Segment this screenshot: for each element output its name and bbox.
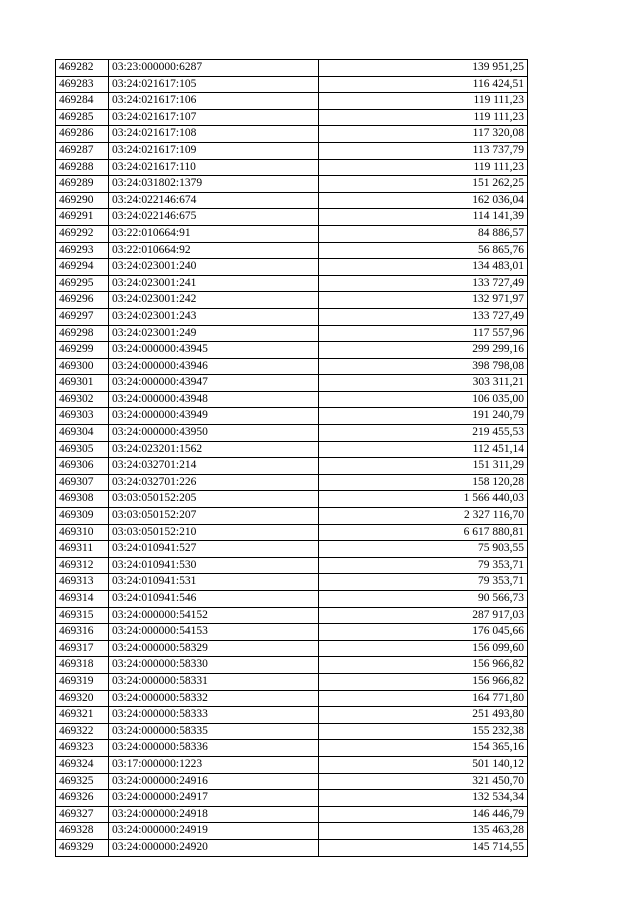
table-row (56, 756, 528, 773)
cadastral-value-cell: 139 951,25 (319, 60, 528, 77)
cadastral-value-cell: 191 240,79 (319, 408, 528, 425)
row-number-cell: 469313 (56, 574, 109, 591)
table-row (56, 209, 528, 226)
table-row (56, 657, 528, 674)
cadastral-number-cell: 03:24:000000:43946 (109, 358, 319, 375)
row-number-cell: 469298 (56, 325, 109, 342)
table-row (56, 740, 528, 757)
row-number-cell: 469285 (56, 109, 109, 126)
row-number-cell: 469317 (56, 640, 109, 657)
cadastral-number-cell: 03:24:023001:242 (109, 292, 319, 309)
table-row (56, 508, 528, 525)
table-row (56, 458, 528, 475)
table-row (56, 640, 528, 657)
cadastral-value-cell: 84 886,57 (319, 225, 528, 242)
cadastral-number-cell: 03:17:000000:1223 (109, 756, 319, 773)
cadastral-value-cell: 145 714,55 (319, 839, 528, 856)
table-row (56, 60, 528, 77)
cadastral-number-cell: 03:24:021617:110 (109, 159, 319, 176)
cadastral-number-cell: 03:24:010941:531 (109, 574, 319, 591)
table-row (56, 159, 528, 176)
cadastral-number-cell: 03:24:021617:109 (109, 142, 319, 159)
row-number-cell: 469305 (56, 441, 109, 458)
cadastral-value-cell: 75 903,55 (319, 541, 528, 558)
table-row (56, 673, 528, 690)
row-number-cell: 469307 (56, 474, 109, 491)
row-number-cell: 469283 (56, 76, 109, 93)
cadastral-value-cell: 119 111,23 (319, 159, 528, 176)
row-number-cell: 469284 (56, 93, 109, 110)
cadastral-value-cell: 79 353,71 (319, 574, 528, 591)
table-row (56, 192, 528, 209)
cadastral-number-cell: 03:24:021617:106 (109, 93, 319, 110)
table-body (56, 60, 528, 857)
row-number-cell: 469300 (56, 358, 109, 375)
table-row (56, 790, 528, 807)
row-number-cell: 469325 (56, 773, 109, 790)
table-row (56, 109, 528, 126)
cadastral-value-cell: 321 450,70 (319, 773, 528, 790)
row-number-cell: 469321 (56, 707, 109, 724)
row-number-cell: 469315 (56, 607, 109, 624)
row-number-cell: 469286 (56, 126, 109, 143)
cadastral-value-table (55, 59, 528, 857)
row-number-cell: 469324 (56, 756, 109, 773)
table-row (56, 474, 528, 491)
cadastral-value-cell: 116 424,51 (319, 76, 528, 93)
cadastral-value-cell: 132 534,34 (319, 790, 528, 807)
cadastral-number-cell: 03:24:000000:58332 (109, 690, 319, 707)
row-number-cell: 469306 (56, 458, 109, 475)
table-row (56, 259, 528, 276)
cadastral-value-cell: 135 463,28 (319, 823, 528, 840)
cadastral-number-cell: 03:24:023001:241 (109, 275, 319, 292)
cadastral-value-cell: 151 311,29 (319, 458, 528, 475)
cadastral-value-cell: 1 566 440,03 (319, 491, 528, 508)
row-number-cell: 469288 (56, 159, 109, 176)
cadastral-number-cell: 03:24:000000:54153 (109, 624, 319, 641)
cadastral-value-cell: 156 966,82 (319, 673, 528, 690)
table-row (56, 358, 528, 375)
cadastral-value-cell: 303 311,21 (319, 375, 528, 392)
row-number-cell: 469316 (56, 624, 109, 641)
table-row (56, 425, 528, 442)
cadastral-value-cell: 132 971,97 (319, 292, 528, 309)
cadastral-number-cell: 03:24:022146:675 (109, 209, 319, 226)
cadastral-value-cell: 114 141,39 (319, 209, 528, 226)
cadastral-number-cell: 03:24:000000:24916 (109, 773, 319, 790)
row-number-cell: 469311 (56, 541, 109, 558)
cadastral-value-cell: 134 483,01 (319, 259, 528, 276)
cadastral-value-cell: 251 493,80 (319, 707, 528, 724)
table-row (56, 126, 528, 143)
cadastral-value-cell: 156 966,82 (319, 657, 528, 674)
cadastral-value-cell: 106 035,00 (319, 391, 528, 408)
row-number-cell: 469292 (56, 225, 109, 242)
cadastral-number-cell: 03:24:021617:107 (109, 109, 319, 126)
table-row (56, 441, 528, 458)
cadastral-number-cell: 03:24:000000:43949 (109, 408, 319, 425)
cadastral-value-cell: 112 451,14 (319, 441, 528, 458)
row-number-cell: 469295 (56, 275, 109, 292)
table-row (56, 308, 528, 325)
row-number-cell: 469308 (56, 491, 109, 508)
table-row (56, 342, 528, 359)
cadastral-number-cell: 03:24:000000:43945 (109, 342, 319, 359)
cadastral-value-cell: 162 036,04 (319, 192, 528, 209)
cadastral-value-cell: 151 262,25 (319, 176, 528, 193)
row-number-cell: 469309 (56, 508, 109, 525)
table-row (56, 93, 528, 110)
row-number-cell: 469294 (56, 259, 109, 276)
row-number-cell: 469329 (56, 839, 109, 856)
table-row (56, 723, 528, 740)
cadastral-value-cell: 164 771,80 (319, 690, 528, 707)
cadastral-number-cell: 03:23:000000:6287 (109, 60, 319, 77)
cadastral-number-cell: 03:24:021617:108 (109, 126, 319, 143)
cadastral-value-cell: 219 455,53 (319, 425, 528, 442)
cadastral-number-cell: 03:03:050152:205 (109, 491, 319, 508)
table-row (56, 839, 528, 856)
table-row (56, 292, 528, 309)
table-row (56, 176, 528, 193)
table-row (56, 806, 528, 823)
cadastral-value-cell: 2 327 116,70 (319, 508, 528, 525)
cadastral-value-cell: 133 727,49 (319, 308, 528, 325)
table-row (56, 624, 528, 641)
cadastral-number-cell: 03:24:023001:249 (109, 325, 319, 342)
cadastral-number-cell: 03:24:023001:240 (109, 259, 319, 276)
cadastral-value-cell: 154 365,16 (319, 740, 528, 757)
table-row (56, 325, 528, 342)
cadastral-value-cell: 113 737,79 (319, 142, 528, 159)
row-number-cell: 469312 (56, 557, 109, 574)
cadastral-number-cell: 03:22:010664:92 (109, 242, 319, 259)
cadastral-number-cell: 03:24:000000:58336 (109, 740, 319, 757)
row-number-cell: 469304 (56, 425, 109, 442)
cadastral-value-cell: 56 865,76 (319, 242, 528, 259)
cadastral-value-cell: 287 917,03 (319, 607, 528, 624)
cadastral-number-cell: 03:24:000000:43948 (109, 391, 319, 408)
row-number-cell: 469301 (56, 375, 109, 392)
cadastral-number-cell: 03:24:000000:58329 (109, 640, 319, 657)
cadastral-value-cell: 146 446,79 (319, 806, 528, 823)
row-number-cell: 469310 (56, 524, 109, 541)
cadastral-value-cell: 117 557,96 (319, 325, 528, 342)
cadastral-number-cell: 03:24:031802:1379 (109, 176, 319, 193)
cadastral-number-cell: 03:24:000000:58335 (109, 723, 319, 740)
row-number-cell: 469299 (56, 342, 109, 359)
cadastral-value-cell: 79 353,71 (319, 557, 528, 574)
cadastral-number-cell: 03:24:010941:546 (109, 591, 319, 608)
table-row (56, 225, 528, 242)
table-row (56, 607, 528, 624)
cadastral-number-cell: 03:24:032701:214 (109, 458, 319, 475)
cadastral-number-cell: 03:24:000000:24920 (109, 839, 319, 856)
cadastral-value-cell: 133 727,49 (319, 275, 528, 292)
table-row (56, 707, 528, 724)
cadastral-value-cell: 6 617 880,81 (319, 524, 528, 541)
row-number-cell: 469320 (56, 690, 109, 707)
table-row (56, 391, 528, 408)
cadastral-number-cell: 03:03:050152:207 (109, 508, 319, 525)
cadastral-number-cell: 03:24:000000:43947 (109, 375, 319, 392)
row-number-cell: 469318 (56, 657, 109, 674)
row-number-cell: 469296 (56, 292, 109, 309)
cadastral-number-cell: 03:22:010664:91 (109, 225, 319, 242)
table-row (56, 574, 528, 591)
cadastral-value-cell: 155 232,38 (319, 723, 528, 740)
row-number-cell: 469303 (56, 408, 109, 425)
table-row (56, 242, 528, 259)
row-number-cell: 469297 (56, 308, 109, 325)
row-number-cell: 469291 (56, 209, 109, 226)
cadastral-value-cell: 398 798,08 (319, 358, 528, 375)
table-row (56, 557, 528, 574)
cadastral-number-cell: 03:24:000000:43950 (109, 425, 319, 442)
table-row (56, 541, 528, 558)
row-number-cell: 469302 (56, 391, 109, 408)
cadastral-value-cell: 117 320,08 (319, 126, 528, 143)
cadastral-number-cell: 03:24:023201:1562 (109, 441, 319, 458)
table-row (56, 76, 528, 93)
row-number-cell: 469282 (56, 60, 109, 77)
row-number-cell: 469326 (56, 790, 109, 807)
cadastral-number-cell: 03:03:050152:210 (109, 524, 319, 541)
cadastral-number-cell: 03:24:000000:58330 (109, 657, 319, 674)
table-row (56, 524, 528, 541)
cadastral-number-cell: 03:24:032701:226 (109, 474, 319, 491)
table-row (56, 408, 528, 425)
table-row (56, 375, 528, 392)
cadastral-value-cell: 90 566,73 (319, 591, 528, 608)
cadastral-number-cell: 03:24:010941:527 (109, 541, 319, 558)
table-row (56, 591, 528, 608)
table-row (56, 823, 528, 840)
cadastral-number-cell: 03:24:000000:58333 (109, 707, 319, 724)
cadastral-value-cell: 176 045,66 (319, 624, 528, 641)
cadastral-value-cell: 119 111,23 (319, 93, 528, 110)
table-row (56, 491, 528, 508)
table-row (56, 690, 528, 707)
row-number-cell: 469319 (56, 673, 109, 690)
table-row (56, 773, 528, 790)
cadastral-number-cell: 03:24:000000:24918 (109, 806, 319, 823)
cadastral-number-cell: 03:24:023001:243 (109, 308, 319, 325)
cadastral-number-cell: 03:24:021617:105 (109, 76, 319, 93)
cadastral-value-cell: 156 099,60 (319, 640, 528, 657)
row-number-cell: 469290 (56, 192, 109, 209)
row-number-cell: 469289 (56, 176, 109, 193)
cadastral-number-cell: 03:24:000000:58331 (109, 673, 319, 690)
cadastral-value-cell: 119 111,23 (319, 109, 528, 126)
cadastral-number-cell: 03:24:000000:24919 (109, 823, 319, 840)
cadastral-value-cell: 299 299,16 (319, 342, 528, 359)
row-number-cell: 469287 (56, 142, 109, 159)
table-row (56, 275, 528, 292)
row-number-cell: 469293 (56, 242, 109, 259)
cadastral-number-cell: 03:24:000000:54152 (109, 607, 319, 624)
row-number-cell: 469323 (56, 740, 109, 757)
cadastral-value-cell: 158 120,28 (319, 474, 528, 491)
cadastral-number-cell: 03:24:010941:530 (109, 557, 319, 574)
table-row (56, 142, 528, 159)
cadastral-number-cell: 03:24:000000:24917 (109, 790, 319, 807)
row-number-cell: 469328 (56, 823, 109, 840)
row-number-cell: 469327 (56, 806, 109, 823)
row-number-cell: 469314 (56, 591, 109, 608)
cadastral-number-cell: 03:24:022146:674 (109, 192, 319, 209)
cadastral-value-cell: 501 140,12 (319, 756, 528, 773)
row-number-cell: 469322 (56, 723, 109, 740)
